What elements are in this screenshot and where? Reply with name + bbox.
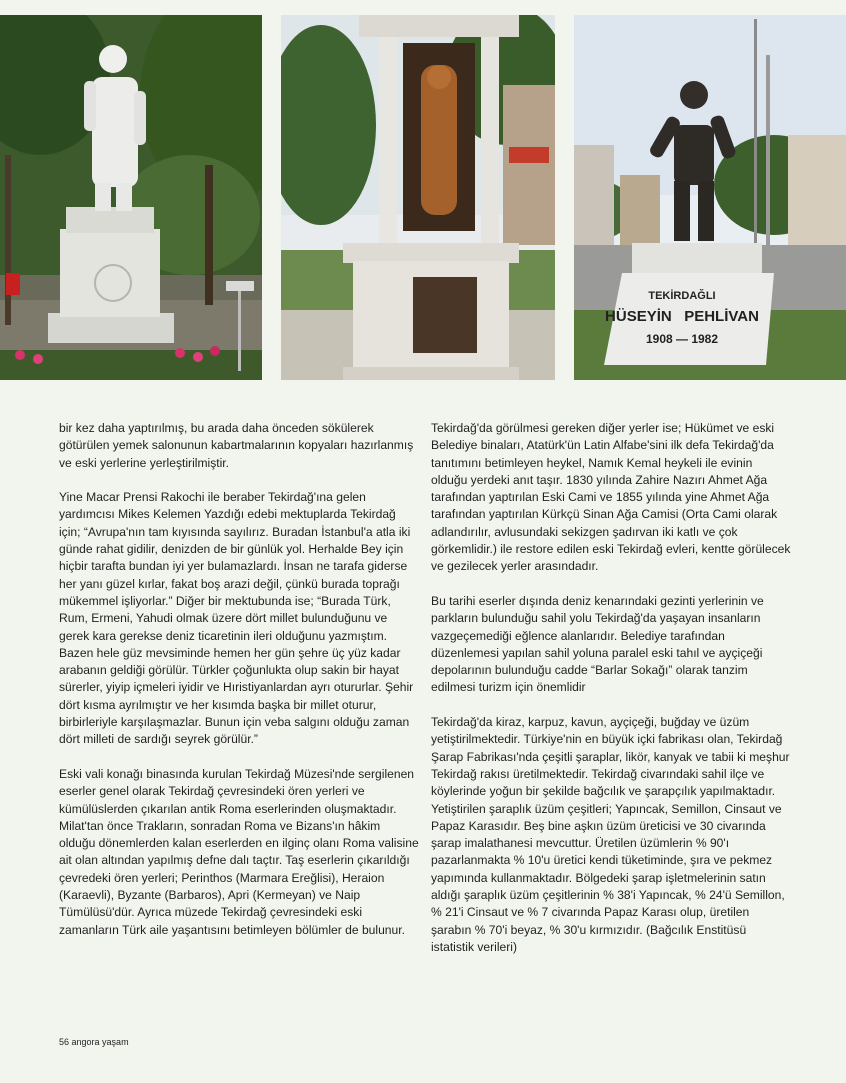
right-paragraph-1: Tekirdağ'da görülmesi gereken diğer yerler ise; Hükümet ve eski Belediye binaları, Atatürk'ün Latin Alfabe'sini ilk defa Tekirdağ'da tanıtımını betimleyen heykel, Namık Kemal heykeli ile evinin olduğu yerdeki anıt taşır. 1830 yılında Zahire Nazırı Ahmet Ağa tarafından yaptırılan Eski Cami ve 1855 yılında yine Ahmet Ağa tarafından yaptırılan Kürkçü Sinan Ağa Camisi (Orta Cami olarak adlandırılır, avlusundaki sekizgen şadırvan iki katlı ve çok görkemlidir.) ile restore edilen eski Tekirdağ evleri, kentte görülecek ve gezilecek yerler arasındadır. — [431, 421, 791, 574]
left-paragraph-1: bir kez daha yaptırılmış, bu arada daha önceden sökülerek götürülen yemek salonunun kabartmalarının kopyaları hazırlanmış ve eski yerlerine yerleştirilmiştir. — [59, 421, 414, 470]
right-text-column — [431, 420, 791, 974]
photo-huseyin-pehlivan-statue — [574, 15, 846, 380]
page-footer — [59, 1037, 129, 1047]
right-paragraph-3: Tekirdağ'da kiraz, karpuz, kavun, ayçiçeği, buğday ve üzüm yetiştirilmektedir. Türkiye'nin en büyük içki fabrikası olan, Tekirdağ Şarap Fabrikası'nda çeşitli şaraplar, likör, kanyak ve tabii ki meşhur Tekirdağ rakısı üretilmektedir. Tekirdağ civarındaki sahil ilçe ve köylerinde yoğun bir şekilde bağcılık ve şarapçılık yapılmaktadır. Yetiştirilen şaraplık üzüm çeşitleri; Yapıncak, Semillon, Cinsaut ve Papaz Karasıdır. Beş bine aşkın üzüm üreticisi ve 30 civarında şarap imalathanesi mevcuttur. Üretilen üzümlerin % 90'ı pazarlanmakta % 10'u üretici kendi tüketiminde, şıra ve pekmez yapımında kullanmaktadır. Bölgedeki şarap işletmelerinin satın aldığı şaraplık üzüm çeşitlerinin % 38'i Yapıncak, % 24'ü Semillon, % 21'i Cinsaut ve % 7 civarında Papaz Karası olup, üretilen şarabın % 70'i beyaz, % 30'u kırmızıdır. (Bağcılık Enstitüsü istatistik verileri) — [431, 715, 790, 954]
page-number: 56 — [59, 1037, 70, 1047]
left-paragraph-2: Yine Macar Prensi Rakochi ile beraber Tekirdağ'ına gelen yardımcısı Mikes Kelemen Yazdığı edebi mektuplarda Tekirdağ için; “Avrupa'nın tam kıyısında sayılırız. Buradan İstanbul'a atla iki günde rahat gidilir, denizden de bir günlük yol. Herhalde Bey için hiçbir tarafta bundan iyi yer bulamazlardı. İnsan ne tarafa giderse her yanı güzel kırlar, fakat boş arazi değil, çünkü burada toprağı mükemmel işliyorlar.” Diğer bir mektubunda ise; “Burada Türk, Rum, Ermeni, Yahudi olmak üzere dört millet bulunduğunu ve gerek kara gerekse deniz ticaretinin ileri olduğunu yazmıştım. Bazen hele güz mevsiminde hemen her gün şehre üç yüz kadar arabanın geldiği görülür. Türkler çoğunlukta olup sakin bir hayat sürerler, yiyip içmeleri iyidir ve Hıristiyanlardan ayrı otururlar. Şehir dört kısma ayrılmıştır ve her kısımda başka bir millet oturur, birbirleriyle karşılaşmazlar. Bunun için veba salgını olduğu zaman dört milleti de sardığı seyrek görülür.” — [59, 490, 414, 747]
plaque-line-3: 1908 — 1982 — [645, 332, 719, 346]
right-paragraph-2: Bu tarihi eserler dışında deniz kenarındaki gezinti yerlerinin ve parkların bulunduğu sahil yolu Tekirdağ'da yaşayan insanların vazgeçemediği eğlence alanlarıdır. Belediye tarafından düzenlemesi yapılan sahil yoluna paralel eski tahıl ve ayçiçeği depolarının bulunduğu cadde “Barlar Sokağı” olarak tanzim edilmesi turizm için önemlidir — [431, 593, 764, 695]
magazine-name: angora yaşam — [71, 1037, 129, 1047]
left-text-column — [59, 420, 419, 956]
left-paragraph-3: Eski vali konağı binasında kurulan Tekirdağ Müzesi'nde sergilenen eserler genel olarak Tekirdağ çevresindeki ören yerleri ve kümülüslerden çıkarılan antik Roma eserlerinden oluşmaktadır. Milat'tan önce Trakların, sonradan Roma ve Bizans'ın hâkim olduğu dönemlerden kalan eserlerden en ilginç olanı Roma valisine ait olan altından yapılmış defne dalı taçtır. Taş eserlerin çıkarıldığı çevredeki ören yerleri; Perinthos (Marmara Ereğlisi), Heraion (Karaevli), Byzante (Barbaros), Apri (Kermeyan) ve Naip Tümülüsü'dür. Ayrıca müzede Tekirdağ çevresindeki eski zamanların Türk aile yaşantısını betimleyen bölümler de bulunur. — [59, 766, 419, 937]
photo-rakoczi-monument — [281, 15, 555, 380]
plaque-line-2: HÜSEYİN PEHLİVAN — [605, 308, 759, 325]
photo-namik-kemal-statue — [0, 15, 262, 380]
plaque-line-1: TEKİRDAĞLI — [648, 290, 716, 302]
